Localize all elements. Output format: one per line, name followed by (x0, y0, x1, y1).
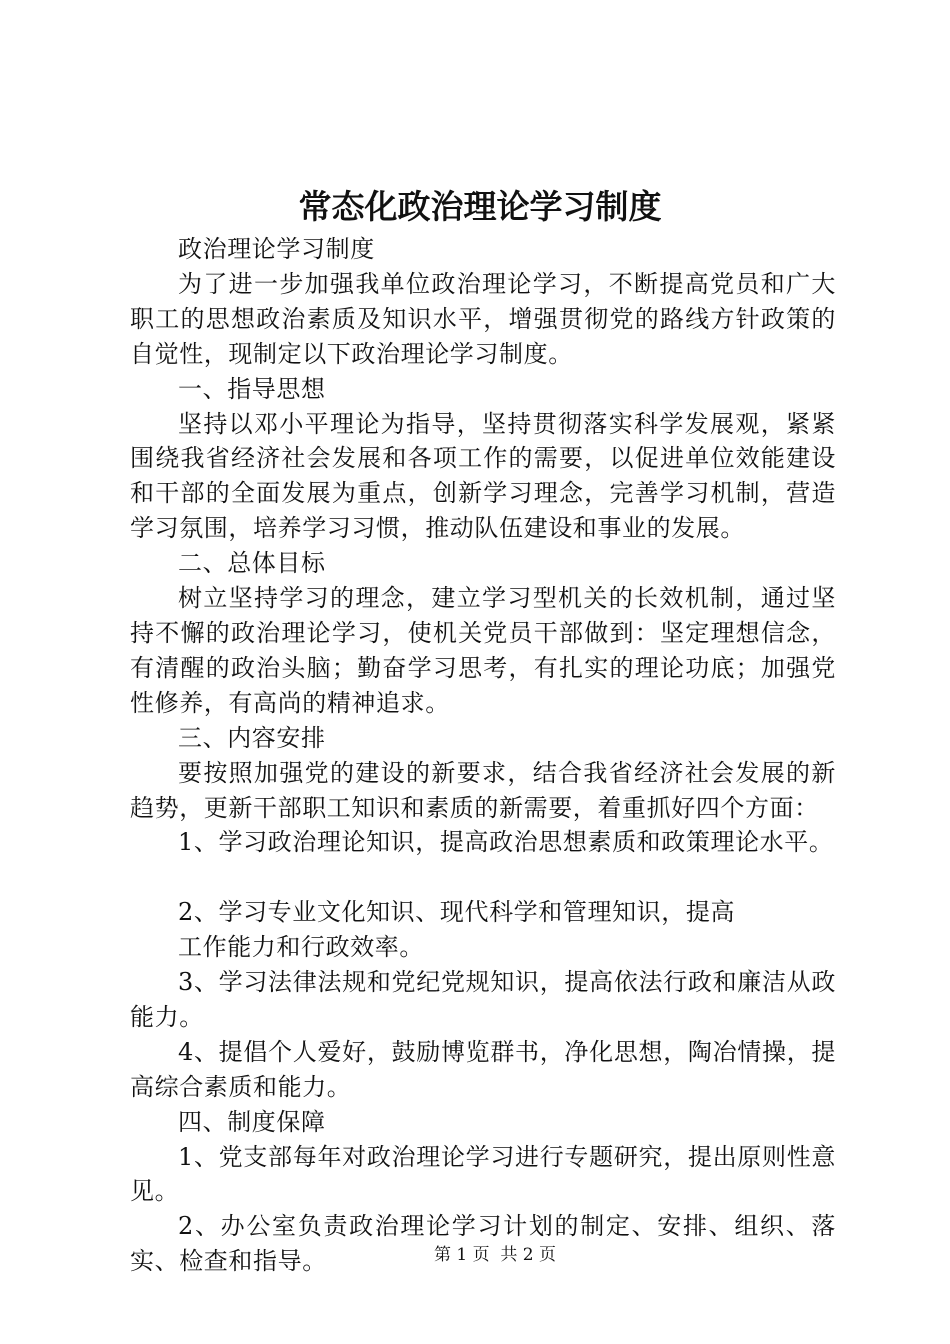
list-item-1: 1、学习政治理论知识，提高政治思想素质和政策理论水平。 (178, 828, 834, 857)
document-body (130, 232, 836, 1279)
list-item-2: 2、学习专业文化知识、现代科学和管理知识，提高 (178, 898, 736, 927)
section-heading-1: 一、指导思想 (178, 374, 326, 403)
list-item-3: 3、学习法律法规和党纪党规知识，提高依法行政和廉洁从政能力。 (130, 968, 836, 1031)
paragraph-subtitle: 政治理论学习制度 (178, 235, 375, 263)
guarantee-item-1: 1、党支部每年对政治理论学习进行专题研究，提出原则性意见。 (130, 1142, 836, 1206)
page-footer: 第 1 页 共 2 页 (433, 1245, 557, 1265)
document-title: 常态化政治理论学习制度 (298, 187, 662, 226)
list-item-4: 4、提倡个人爱好，鼓励博览群书，净化思想，陶冶情操，提高综合素质和能力。 (130, 1037, 836, 1101)
list-item-2-continuation: 工作能力和行政效率。 (178, 933, 424, 962)
paragraph-intro: 为了进一步加强我单位政治理论学习，不断提高党员和广大职工的思想政治素质及知识水平，增强贯彻党的路线方针政策的自觉性，现制定以下政治理论学习制度。 (130, 269, 836, 368)
guarantee-item-2: 2、办公室负责政治理论学习计划的制定、安排、组织、落实、检查和指导。 (130, 1212, 836, 1276)
section-heading-4: 四、制度保障 (178, 1107, 326, 1136)
paragraph-content-arrangement: 要按照加强党的建设的新要求，结合我省经济社会发展的新趋势，更新干部职工知识和素质的新需要，着重抓好四个方面： (130, 758, 836, 822)
paragraph-overall-goal: 树立坚持学习的理念，建立学习型机关的长效机制，通过坚持不懈的政治理论学习，使机关党员干部做到：坚定理想信念，有清醒的政治头脑；勤奋学习思考，有扎实的理论功底；加强党性修养，有高尚的精神追求。 (130, 584, 836, 717)
section-heading-3: 三、内容安排 (178, 723, 326, 752)
paragraph-guiding-thought: 坚持以邓小平理论为指导，坚持贯彻落实科学发展观，紧紧围绕我省经济社会发展和各项工作的需要，以促进单位效能建设和干部的全面发展为重点，创新学习理念，完善学习机制，营造学习氛围，培养学习习惯，推动队伍建设和事业的发展。 (130, 409, 836, 543)
section-heading-2: 二、总体目标 (178, 549, 326, 578)
